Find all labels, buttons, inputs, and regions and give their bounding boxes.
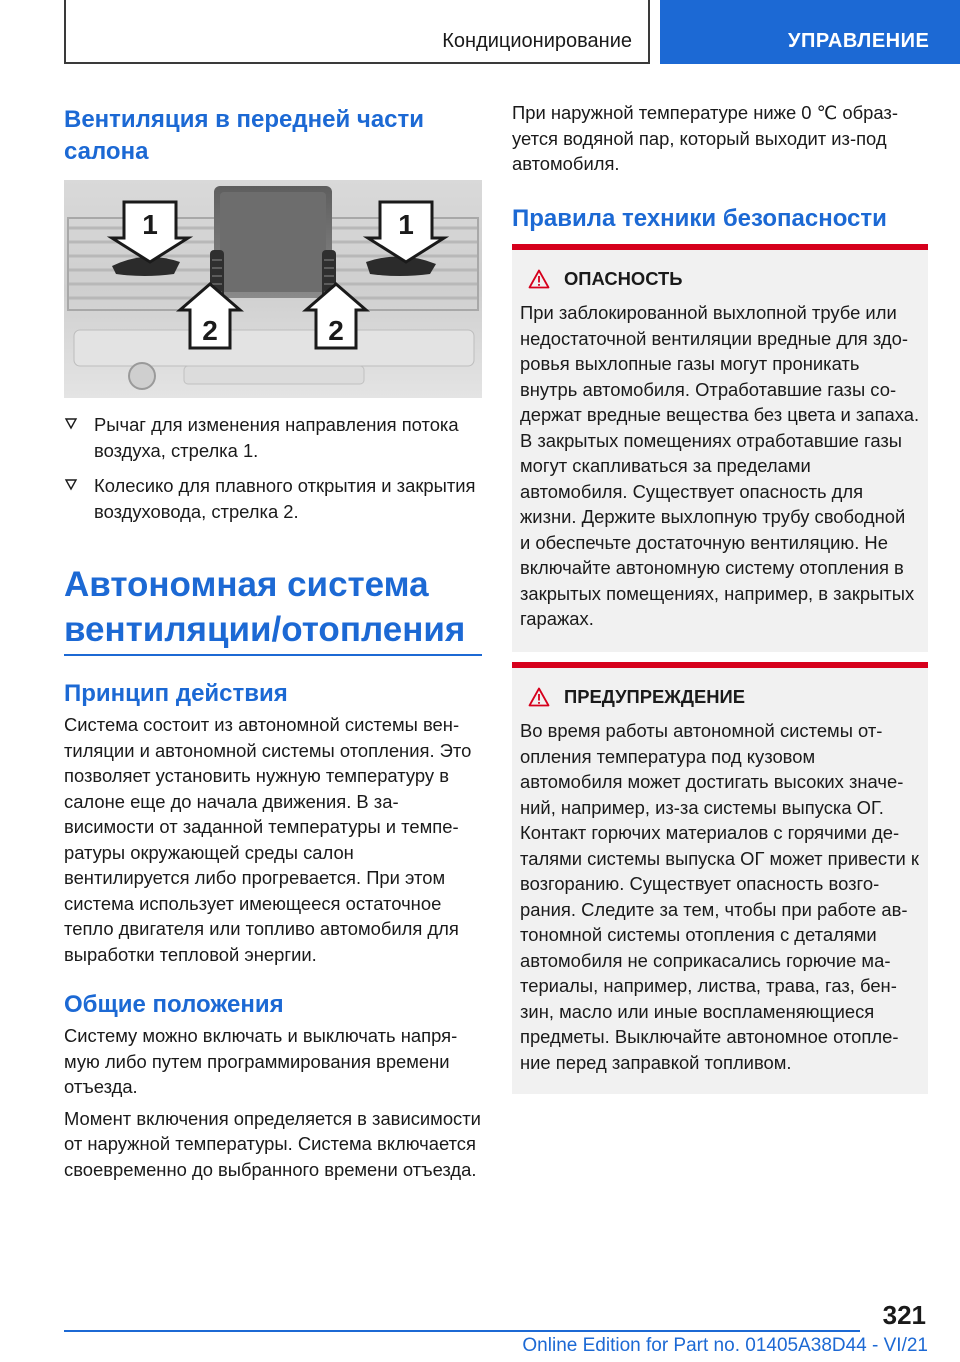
callout-label-2-left: 2: [202, 315, 218, 346]
section-divider: [64, 654, 482, 656]
air-vents-photo: [64, 180, 482, 398]
auto-system-section: [64, 562, 482, 1182]
vapor-text: При наружной температуре ниже 0 ℃ образуется водяной пар, который выходит из-под автомобиля.: [512, 102, 898, 174]
bullet-text-wheel: Колесико для плавного открытия и закрытия воздуховода, стрелка 2.: [94, 475, 476, 522]
header-section-title: Кондиционирование: [442, 30, 632, 52]
vapor-section: [512, 100, 928, 235]
callout-label-1-right: 1: [398, 209, 414, 240]
footer-edition: Online Edition for Part no. 01405A38D44 - VI/21: [522, 1335, 928, 1356]
danger-text: При заблокированной выхлопной трубе или недостаточной вентиляции вредные для здоровья выхлопные газы могут проникать внутрь автомобиля. Отработавшие газы содержат вредные вещества без цвета и запаха. В закрытых помещениях отработавшие газы могут скапливаться за пределами автомобиля. Существует опасность для жизни. Держите выхлопную трубу свободной и обеспечьте достаточную вентиляцию. Не включайте автономную систему отопления в закрытых помещениях, например, в закрытых гаражах.: [520, 302, 920, 629]
vent-controls-list: [64, 412, 482, 524]
auto-system-heading: Автономная система вентиляции/отопления: [64, 565, 466, 649]
general-text-1: Систему можно включать и выключать напрямую либо путем программирования времени отъезда.: [64, 1025, 458, 1097]
bullet-triangle-icon: [64, 477, 78, 491]
header-section-box: [64, 0, 650, 64]
warning-text: Во время работы автономной системы отопления температура под кузовом автомобиля может достигать высоких значений, например, из-за системы выпуска ОГ. Контакт горючих материалов с горячими деталями системы выпуска ОГ может привести к возгоранию. Существует опасность возгорания. Следите за тем, чтобы при работе автономной системы отопления с деталями автомобиля не соприкасались горючие материалы, например, листва, трава, газ, бензин, масло или иные воспламеняющиеся предметы. Выключайте автономное отопление перед заправкой топливом.: [520, 720, 919, 1073]
footer-divider: [64, 1330, 860, 1332]
general-text-2: Момент включения определяется в зависимости от наружной температуры. Система включается своевременно до выбранного времени отъезда.: [64, 1107, 481, 1180]
callout-label-2-right: 2: [328, 315, 344, 346]
warning-triangle-icon: [528, 687, 550, 707]
page-number: 321: [882, 1300, 926, 1330]
bullet-text-lever: Рычаг для изменения направления потока воздуха, стрелка 1.: [94, 414, 459, 461]
list-item: [64, 473, 482, 524]
header-chapter-label: УПРАВЛЕНИЕ: [788, 30, 930, 52]
front-vent-heading: Вентиляция в передней части салона: [64, 106, 425, 165]
general-heading: Общие положения: [64, 991, 284, 1018]
bullet-triangle-icon: [64, 416, 78, 430]
warning-triangle-icon: [528, 269, 550, 289]
safety-heading: Правила техники безопасности: [512, 204, 887, 232]
principle-text: Система состоит из автономной системы вентиляции и автономной системы отопления. Это позволяет установить нужную температуру в салоне еще до начала движения. В зависимости от заданной температуры и температуры окружающей среды салон вентилируется либо прогревается. При этом система использует имеющееся остаточное тепло двигателя или топливо автомобиля для выработки тепловой энергии.: [64, 714, 472, 965]
danger-title: ОПАСНОСТЬ: [564, 268, 683, 289]
warning-title-row: [528, 686, 920, 708]
danger-box: [512, 244, 928, 652]
principle-heading: Принцип действия: [64, 680, 288, 707]
header-chapter-tab[interactable]: [660, 0, 960, 64]
danger-title-row: [528, 268, 920, 290]
warning-title: ПРЕДУПРЕЖДЕНИЕ: [564, 686, 746, 707]
front-vent-section: [64, 104, 482, 168]
callout-label-1-left: 1: [142, 209, 158, 240]
warning-box: [512, 662, 928, 1094]
list-item: [64, 412, 482, 463]
